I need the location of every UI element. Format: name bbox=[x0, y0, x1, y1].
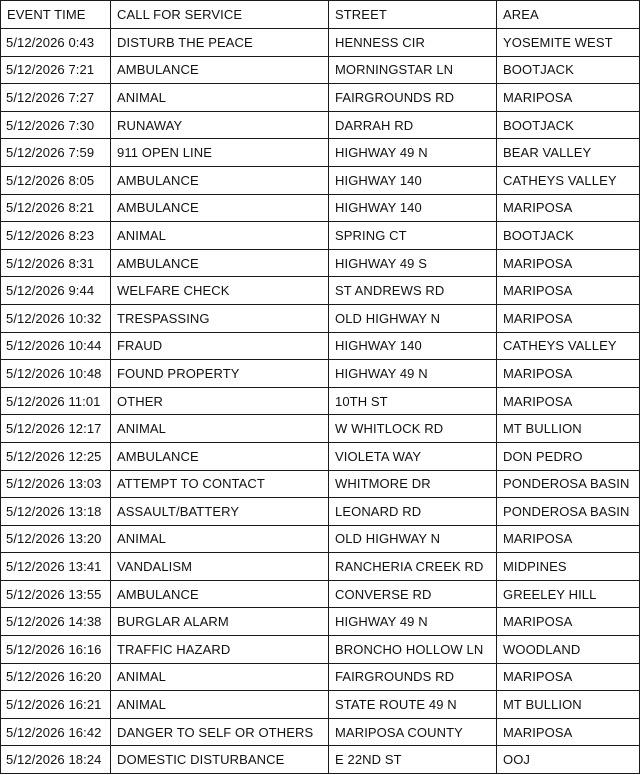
street-cell: LEONARD RD bbox=[329, 498, 497, 526]
street-cell: ST ANDREWS RD bbox=[329, 277, 497, 305]
table-row bbox=[1, 166, 640, 194]
street-cell: FAIRGROUNDS RD bbox=[329, 663, 497, 691]
street-cell: E 22ND ST bbox=[329, 746, 497, 774]
table-row bbox=[1, 56, 640, 84]
street-cell: CONVERSE RD bbox=[329, 580, 497, 608]
street-cell: HIGHWAY 140 bbox=[329, 166, 497, 194]
column-header-event-time: EVENT TIME bbox=[1, 1, 111, 29]
area-cell: DON PEDRO bbox=[497, 442, 640, 470]
table-row bbox=[1, 277, 640, 305]
area-cell: MIDPINES bbox=[497, 553, 640, 581]
table-row bbox=[1, 498, 640, 526]
street-cell: WHITMORE DR bbox=[329, 470, 497, 498]
street-cell: HIGHWAY 140 bbox=[329, 332, 497, 360]
area-cell: MARIPOSA bbox=[497, 360, 640, 388]
call-for-service-cell: ANIMAL bbox=[111, 84, 329, 112]
call-for-service-cell: DISTURB THE PEACE bbox=[111, 29, 329, 57]
table-row bbox=[1, 84, 640, 112]
event-time-cell: 5/12/2026 13:41 bbox=[1, 553, 111, 581]
area-cell: BEAR VALLEY bbox=[497, 139, 640, 167]
area-cell: CATHEYS VALLEY bbox=[497, 166, 640, 194]
table-row bbox=[1, 525, 640, 553]
call-for-service-cell: ATTEMPT TO CONTACT bbox=[111, 470, 329, 498]
area-cell: MARIPOSA bbox=[497, 525, 640, 553]
table-row bbox=[1, 222, 640, 250]
area-cell: MT BULLION bbox=[497, 691, 640, 719]
event-time-cell: 5/12/2026 13:20 bbox=[1, 525, 111, 553]
area-cell: WOODLAND bbox=[497, 636, 640, 664]
call-for-service-cell: DANGER TO SELF OR OTHERS bbox=[111, 718, 329, 746]
event-time-cell: 5/12/2026 7:30 bbox=[1, 111, 111, 139]
event-time-cell: 5/12/2026 16:20 bbox=[1, 663, 111, 691]
call-for-service-cell: 911 OPEN LINE bbox=[111, 139, 329, 167]
street-cell: OLD HIGHWAY N bbox=[329, 304, 497, 332]
event-time-cell: 5/12/2026 16:16 bbox=[1, 636, 111, 664]
area-cell: BOOTJACK bbox=[497, 222, 640, 250]
street-cell: 10TH ST bbox=[329, 387, 497, 415]
event-time-cell: 5/12/2026 0:43 bbox=[1, 29, 111, 57]
call-for-service-cell: ANIMAL bbox=[111, 525, 329, 553]
column-header-street: STREET bbox=[329, 1, 497, 29]
event-time-cell: 5/12/2026 9:44 bbox=[1, 277, 111, 305]
event-time-cell: 5/12/2026 13:03 bbox=[1, 470, 111, 498]
area-cell: BOOTJACK bbox=[497, 56, 640, 84]
street-cell: HIGHWAY 49 N bbox=[329, 608, 497, 636]
table-row bbox=[1, 636, 640, 664]
area-cell: MARIPOSA bbox=[497, 194, 640, 222]
table-row bbox=[1, 470, 640, 498]
street-cell: HIGHWAY 49 N bbox=[329, 360, 497, 388]
event-time-cell: 5/12/2026 12:25 bbox=[1, 442, 111, 470]
table-row bbox=[1, 387, 640, 415]
street-cell: OLD HIGHWAY N bbox=[329, 525, 497, 553]
call-for-service-cell: AMBULANCE bbox=[111, 166, 329, 194]
table-row bbox=[1, 304, 640, 332]
street-cell: RANCHERIA CREEK RD bbox=[329, 553, 497, 581]
call-for-service-cell: ANIMAL bbox=[111, 663, 329, 691]
table-row bbox=[1, 663, 640, 691]
area-cell: MARIPOSA bbox=[497, 277, 640, 305]
column-header-call-for-service: CALL FOR SERVICE bbox=[111, 1, 329, 29]
street-cell: HIGHWAY 49 N bbox=[329, 139, 497, 167]
table-row bbox=[1, 718, 640, 746]
event-time-cell: 5/12/2026 7:21 bbox=[1, 56, 111, 84]
event-time-cell: 5/12/2026 13:18 bbox=[1, 498, 111, 526]
event-time-cell: 5/12/2026 12:17 bbox=[1, 415, 111, 443]
event-time-cell: 5/12/2026 16:42 bbox=[1, 718, 111, 746]
table-row bbox=[1, 29, 640, 57]
event-time-cell: 5/12/2026 11:01 bbox=[1, 387, 111, 415]
street-cell: HIGHWAY 49 S bbox=[329, 249, 497, 277]
table-row bbox=[1, 442, 640, 470]
area-cell: MARIPOSA bbox=[497, 387, 640, 415]
street-cell: MARIPOSA COUNTY bbox=[329, 718, 497, 746]
area-cell: MT BULLION bbox=[497, 415, 640, 443]
area-cell: CATHEYS VALLEY bbox=[497, 332, 640, 360]
call-for-service-cell: FRAUD bbox=[111, 332, 329, 360]
call-for-service-cell: ASSAULT/BATTERY bbox=[111, 498, 329, 526]
event-time-cell: 5/12/2026 10:48 bbox=[1, 360, 111, 388]
table-row bbox=[1, 691, 640, 719]
call-for-service-cell: OTHER bbox=[111, 387, 329, 415]
street-cell: STATE ROUTE 49 N bbox=[329, 691, 497, 719]
area-cell: YOSEMITE WEST bbox=[497, 29, 640, 57]
area-cell: MARIPOSA bbox=[497, 249, 640, 277]
call-for-service-cell: AMBULANCE bbox=[111, 580, 329, 608]
area-cell: MARIPOSA bbox=[497, 608, 640, 636]
table-row bbox=[1, 580, 640, 608]
street-cell: FAIRGROUNDS RD bbox=[329, 84, 497, 112]
event-time-cell: 5/12/2026 14:38 bbox=[1, 608, 111, 636]
area-cell: GREELEY HILL bbox=[497, 580, 640, 608]
table-row bbox=[1, 332, 640, 360]
call-for-service-cell: AMBULANCE bbox=[111, 442, 329, 470]
street-cell: MORNINGSTAR LN bbox=[329, 56, 497, 84]
event-time-cell: 5/12/2026 13:55 bbox=[1, 580, 111, 608]
area-cell: BOOTJACK bbox=[497, 111, 640, 139]
event-time-cell: 5/12/2026 10:32 bbox=[1, 304, 111, 332]
event-time-cell: 5/12/2026 8:21 bbox=[1, 194, 111, 222]
event-time-cell: 5/12/2026 7:59 bbox=[1, 139, 111, 167]
call-for-service-cell: AMBULANCE bbox=[111, 56, 329, 84]
header-row bbox=[1, 1, 640, 29]
area-cell: OOJ bbox=[497, 746, 640, 774]
table-row bbox=[1, 194, 640, 222]
call-for-service-cell: ANIMAL bbox=[111, 415, 329, 443]
call-for-service-cell: ANIMAL bbox=[111, 691, 329, 719]
event-time-cell: 5/12/2026 18:24 bbox=[1, 746, 111, 774]
call-for-service-cell: RUNAWAY bbox=[111, 111, 329, 139]
area-cell: MARIPOSA bbox=[497, 663, 640, 691]
call-for-service-cell: FOUND PROPERTY bbox=[111, 360, 329, 388]
table-body bbox=[1, 29, 640, 774]
event-time-cell: 5/12/2026 7:27 bbox=[1, 84, 111, 112]
table-row bbox=[1, 360, 640, 388]
street-cell: HENNESS CIR bbox=[329, 29, 497, 57]
table-row bbox=[1, 415, 640, 443]
area-cell: MARIPOSA bbox=[497, 304, 640, 332]
event-time-cell: 5/12/2026 8:05 bbox=[1, 166, 111, 194]
street-cell: VIOLETA WAY bbox=[329, 442, 497, 470]
call-for-service-cell: TRESPASSING bbox=[111, 304, 329, 332]
table-row bbox=[1, 746, 640, 774]
call-for-service-cell: DOMESTIC DISTURBANCE bbox=[111, 746, 329, 774]
event-time-cell: 5/12/2026 10:44 bbox=[1, 332, 111, 360]
table-row bbox=[1, 249, 640, 277]
call-for-service-cell: BURGLAR ALARM bbox=[111, 608, 329, 636]
table-row bbox=[1, 139, 640, 167]
street-cell: W WHITLOCK RD bbox=[329, 415, 497, 443]
event-time-cell: 5/12/2026 8:31 bbox=[1, 249, 111, 277]
event-time-cell: 5/12/2026 16:21 bbox=[1, 691, 111, 719]
area-cell: PONDEROSA BASIN bbox=[497, 498, 640, 526]
call-for-service-cell: ANIMAL bbox=[111, 222, 329, 250]
call-for-service-cell: WELFARE CHECK bbox=[111, 277, 329, 305]
area-cell: PONDEROSA BASIN bbox=[497, 470, 640, 498]
table-row bbox=[1, 111, 640, 139]
event-time-cell: 5/12/2026 8:23 bbox=[1, 222, 111, 250]
street-cell: SPRING CT bbox=[329, 222, 497, 250]
call-for-service-cell: TRAFFIC HAZARD bbox=[111, 636, 329, 664]
table-row bbox=[1, 608, 640, 636]
call-for-service-cell: AMBULANCE bbox=[111, 194, 329, 222]
table-row bbox=[1, 553, 640, 581]
street-cell: BRONCHO HOLLOW LN bbox=[329, 636, 497, 664]
street-cell: DARRAH RD bbox=[329, 111, 497, 139]
area-cell: MARIPOSA bbox=[497, 84, 640, 112]
call-for-service-cell: AMBULANCE bbox=[111, 249, 329, 277]
call-for-service-cell: VANDALISM bbox=[111, 553, 329, 581]
street-cell: HIGHWAY 140 bbox=[329, 194, 497, 222]
column-header-area: AREA bbox=[497, 1, 640, 29]
area-cell: MARIPOSA bbox=[497, 718, 640, 746]
